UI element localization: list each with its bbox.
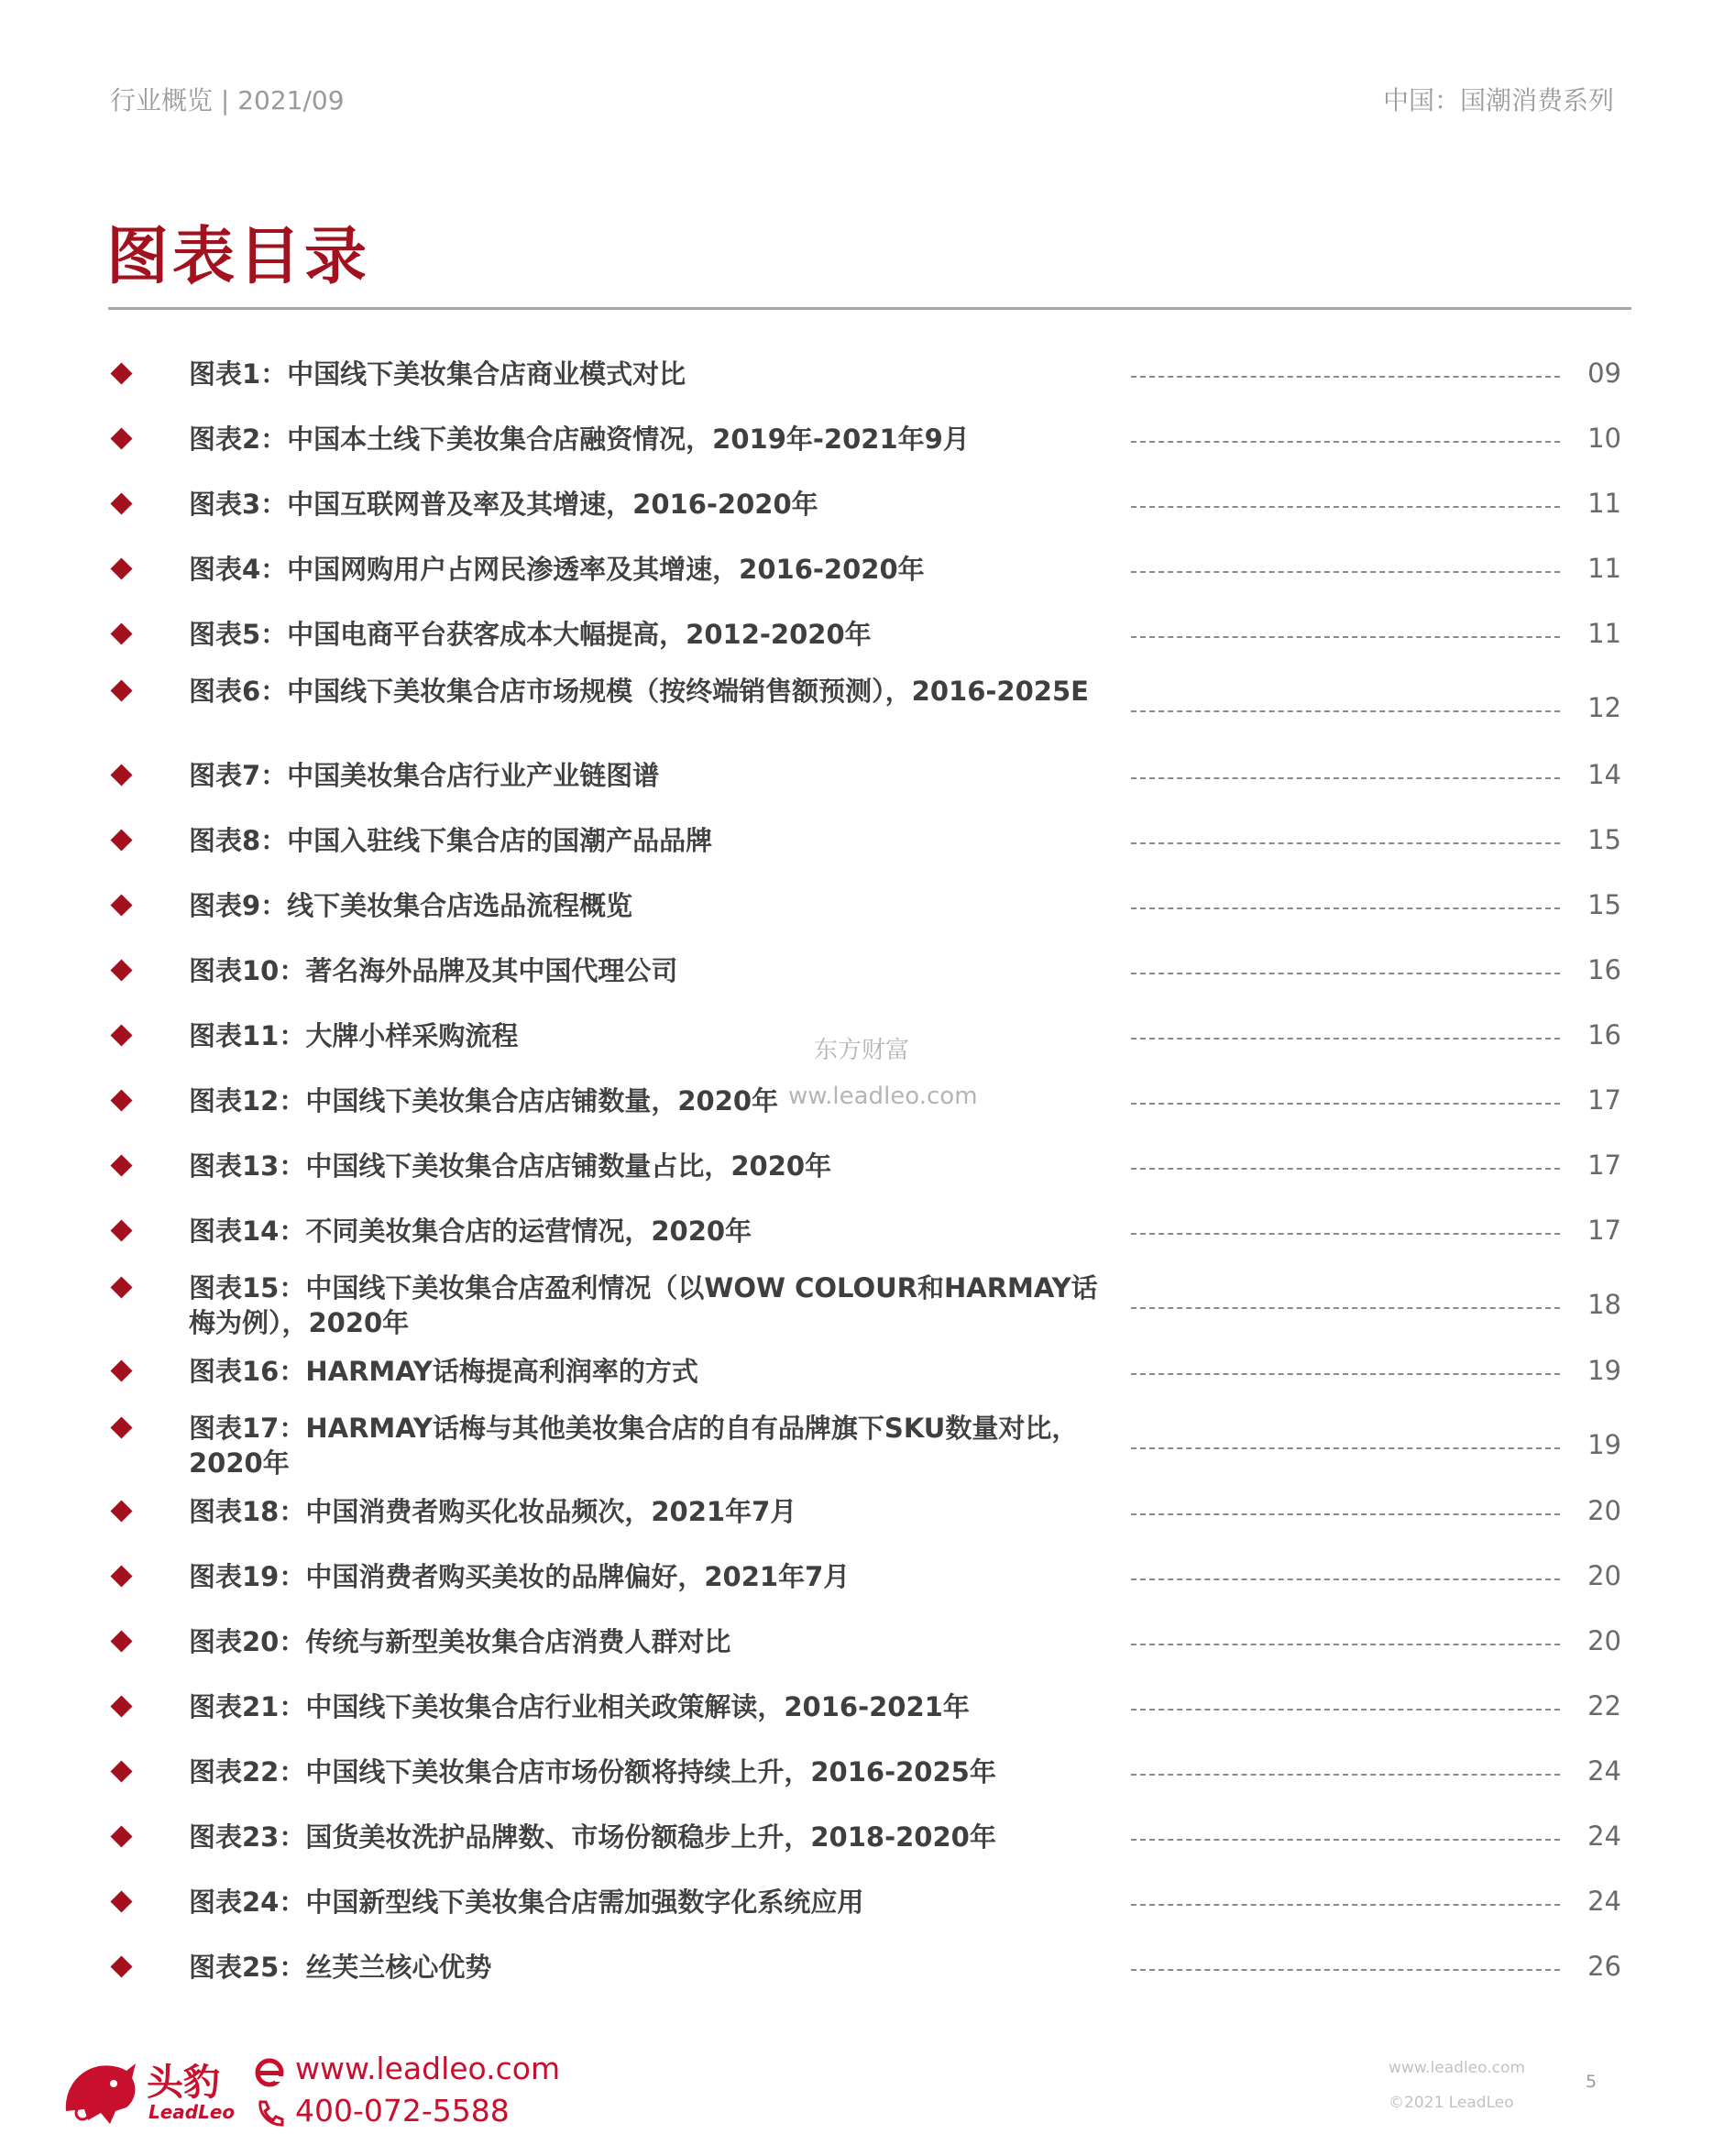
footer-phone-number: 400-072-5588 [295, 2093, 510, 2128]
toc-bullet-icon [110, 1024, 132, 1046]
toc-bullet-icon [110, 1154, 132, 1176]
toc-leader-dots [1131, 1904, 1560, 1906]
toc-bullet-icon [110, 1219, 132, 1241]
page-number: 5 [1586, 2072, 1598, 2092]
toc-leader-dots [1131, 1103, 1560, 1105]
toc-leader-dots [1131, 441, 1560, 443]
toc-entry-label[interactable]: 图表18：中国消费者购买化妆品频次，2021年7月 [189, 1496, 797, 1527]
toc-entry-label[interactable]: 图表2：中国本土线下美妆集合店融资情况，2019年-2021年9月 [189, 424, 970, 455]
footer-brand-english: LeadLeo [148, 2101, 236, 2123]
toc-entry-label[interactable]: 图表17：HARMAY话梅与其他美妆集合店的自有品牌旗下SKU数量对比，2020年 [189, 1413, 1079, 1479]
toc-page-number: 11 [1587, 618, 1621, 649]
watermark-url: ww.leadleo.com [788, 1083, 978, 1110]
toc-leader-dots [1131, 1168, 1560, 1170]
toc-leader-dots [1131, 1373, 1560, 1375]
web-browser-icon [253, 2056, 286, 2089]
toc-bullet-icon [110, 1089, 132, 1111]
toc-page-number: 20 [1587, 1495, 1621, 1526]
toc-entry-label[interactable]: 图表10：著名海外品牌及其中国代理公司 [189, 955, 678, 986]
toc-page-number: 24 [1587, 1755, 1621, 1787]
toc-entry-label[interactable]: 图表21：中国线下美妆集合店行业相关政策解读，2016-2021年 [189, 1691, 970, 1722]
toc-leader-dots [1131, 1969, 1560, 1971]
footer-brand-name: 头豹 [147, 2062, 220, 2104]
toc-bullet-icon [110, 1890, 132, 1912]
toc-page-number: 11 [1587, 553, 1621, 584]
toc-page-number: 26 [1587, 1951, 1621, 1982]
toc-bullet-icon [110, 1359, 132, 1381]
toc-page-number: 09 [1587, 358, 1621, 389]
toc-page-number: 19 [1587, 1429, 1621, 1460]
footer-small-site: www.leadleo.com [1389, 2059, 1525, 2077]
toc-entry-label[interactable]: 图表19：中国消费者购买美妆的品牌偏好，2021年7月 [189, 1561, 851, 1592]
toc-page-number: 11 [1587, 488, 1621, 519]
toc-entry-label[interactable]: 图表6：中国线下美妆集合店市场规模（按终端销售额预测），2016-2025E [189, 676, 1089, 707]
toc-page-number: 22 [1587, 1690, 1621, 1722]
footer-copyright: ©2021 LeadLeo [1389, 2094, 1514, 2112]
toc-page-number: 10 [1587, 423, 1621, 454]
toc-leader-dots [1131, 1644, 1560, 1645]
toc-leader-dots [1131, 1233, 1560, 1235]
footer-website-link[interactable]: www.leadleo.com [295, 2051, 561, 2086]
toc-entry-label[interactable]: 图表7：中国美妆集合店行业产业链图谱 [189, 760, 660, 791]
toc-page-number: 16 [1587, 1019, 1621, 1050]
toc-bullet-icon [110, 894, 132, 916]
toc-leader-dots [1131, 1447, 1560, 1449]
toc-leader-dots [1131, 1774, 1560, 1776]
toc-entry-label[interactable]: 图表24：中国新型线下美妆集合店需加强数字化系统应用 [189, 1886, 864, 1918]
toc-leader-dots [1131, 1038, 1560, 1040]
toc-page-number: 14 [1587, 759, 1621, 790]
toc-bullet-icon [110, 1760, 132, 1782]
toc-leader-dots [1131, 777, 1560, 779]
toc-page-number: 17 [1587, 1150, 1621, 1181]
toc-bullet-icon [110, 557, 132, 579]
toc-entry-label[interactable]: 图表11：大牌小样采购流程 [189, 1020, 519, 1051]
toc-entry-label[interactable]: 图表1：中国线下美妆集合店商业模式对比 [189, 358, 686, 390]
leopard-logo-icon [57, 2056, 139, 2129]
toc-bullet-icon [110, 1955, 132, 1977]
toc-bullet-icon [110, 679, 132, 701]
toc-bullet-icon [110, 1825, 132, 1847]
toc-page-number: 20 [1587, 1625, 1621, 1656]
toc-entry-label[interactable]: 图表20：传统与新型美妆集合店消费人群对比 [189, 1626, 731, 1657]
toc-page-number: 24 [1587, 1820, 1621, 1852]
toc-entry-label[interactable]: 图表4：中国网购用户占网民渗透率及其增速，2016-2020年 [189, 554, 925, 585]
toc-entry-label[interactable]: 图表5：中国电商平台获客成本大幅提高，2012-2020年 [189, 619, 872, 650]
toc-page-number: 17 [1587, 1215, 1621, 1246]
toc-bullet-icon [110, 764, 132, 786]
toc-bullet-icon [110, 362, 132, 384]
toc-page-number: 12 [1587, 692, 1621, 723]
toc-entry-label[interactable]: 图表22：中国线下美妆集合店市场份额将持续上升，2016-2025年 [189, 1756, 996, 1788]
header-series-title: 中国：国潮消费系列 [1382, 85, 1614, 116]
phone-icon [253, 2096, 286, 2129]
toc-bullet-icon [110, 1276, 132, 1298]
toc-page-number: 20 [1587, 1560, 1621, 1591]
toc-bullet-icon [110, 959, 132, 981]
toc-entry-label[interactable]: 图表13：中国线下美妆集合店店铺数量占比，2020年 [189, 1150, 832, 1182]
toc-bullet-icon [110, 427, 132, 449]
toc-entry-label[interactable]: 图表15：中国线下美妆集合店盈利情况（以WOW COLOUR和HARMAY话梅为例），2020年 [189, 1272, 1098, 1338]
toc-entry-label[interactable]: 图表16：HARMAY话梅提高利润率的方式 [189, 1356, 698, 1387]
toc-bullet-icon [110, 829, 132, 851]
watermark-text: 东方财富 [814, 1037, 910, 1064]
toc-page-number: 24 [1587, 1886, 1621, 1917]
toc-entry-label[interactable]: 图表14：不同美妆集合店的运营情况，2020年 [189, 1216, 752, 1247]
toc-page-number: 17 [1587, 1084, 1621, 1116]
toc-leader-dots [1131, 1709, 1560, 1710]
toc-page-number: 18 [1587, 1289, 1621, 1320]
toc-leader-dots [1131, 1839, 1560, 1841]
toc-leader-dots [1131, 710, 1560, 712]
toc-entry-label[interactable]: 图表12：中国线下美妆集合店店铺数量，2020年 [189, 1085, 779, 1116]
toc-entry-label[interactable]: 图表8：中国入驻线下集合店的国潮产品品牌 [189, 825, 713, 856]
toc-entry-label[interactable]: 图表9：线下美妆集合店选品流程概览 [189, 890, 633, 921]
toc-bullet-icon [110, 492, 132, 514]
toc-leader-dots [1131, 636, 1560, 638]
toc-bullet-icon [110, 1565, 132, 1587]
toc-bullet-icon [110, 1695, 132, 1717]
toc-bullet-icon [110, 1630, 132, 1652]
toc-page-number: 15 [1587, 889, 1621, 920]
toc-bullet-icon [110, 1500, 132, 1522]
toc-leader-dots [1131, 376, 1560, 378]
toc-leader-dots [1131, 1578, 1560, 1580]
toc-entry-label[interactable]: 图表25：丝芙兰核心优势 [189, 1952, 492, 1983]
toc-entry-label[interactable]: 图表23：国货美妆洗护品牌数、市场份额稳步上升，2018-2020年 [189, 1821, 996, 1853]
toc-leader-dots [1131, 908, 1560, 909]
toc-page-number: 15 [1587, 824, 1621, 855]
page-title: 图表目录 [106, 221, 371, 293]
toc-leader-dots [1131, 571, 1560, 573]
toc-leader-dots [1131, 1513, 1560, 1515]
toc-page-number: 19 [1587, 1355, 1621, 1386]
toc-page-number: 16 [1587, 954, 1621, 985]
toc-leader-dots [1131, 973, 1560, 974]
toc-bullet-icon [110, 622, 132, 644]
toc-leader-dots [1131, 842, 1560, 844]
toc-bullet-icon [110, 1416, 132, 1438]
toc-leader-dots [1131, 1307, 1560, 1309]
header-report-type: 行业概览 | 2021/09 [110, 85, 345, 116]
toc-leader-dots [1131, 506, 1560, 508]
toc-entry-label[interactable]: 图表3：中国互联网普及率及其增速，2016-2020年 [189, 489, 818, 520]
